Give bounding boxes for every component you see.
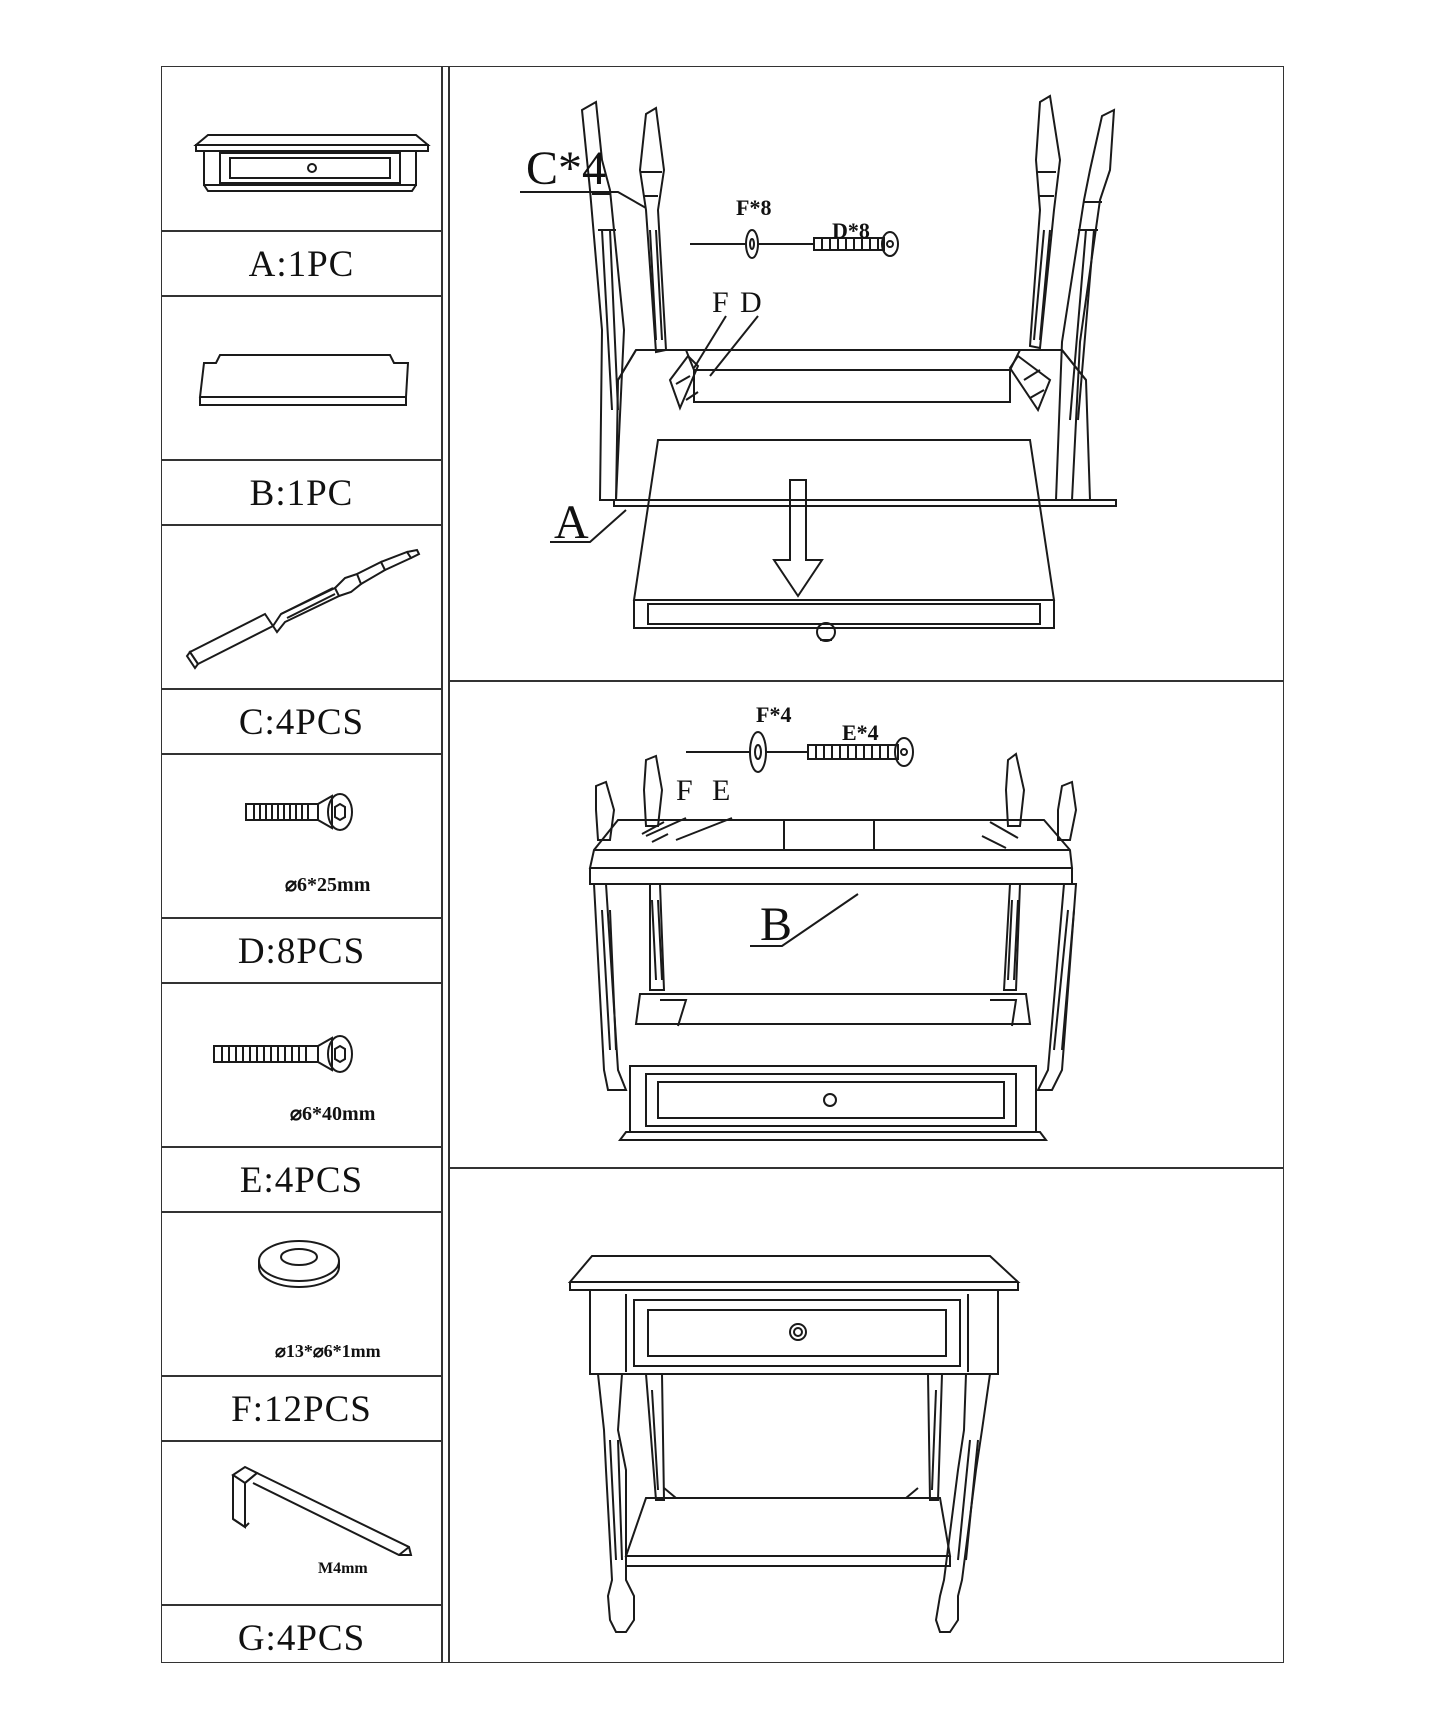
part-g-label: G:4PCS (237, 1617, 366, 1659)
washer-dimension: ⌀13*⌀6*1mm (275, 1341, 381, 1361)
leg-back-right (1030, 96, 1060, 348)
step-separator (449, 1167, 1284, 1169)
step2-diagram (450, 690, 1270, 1160)
washer-count-callout: F*4 (756, 702, 792, 727)
long-bolt-dimension: ⌀6*40mm (290, 1103, 376, 1125)
washer-count-callout: F*8 (736, 195, 772, 220)
drawer-box-callout: A (554, 496, 589, 549)
part-f-label: F:12PCS (231, 1388, 372, 1430)
step-separator (449, 680, 1284, 682)
bolt-count-callout: E*4 (842, 720, 879, 745)
allen-key-dimension: M4mm (318, 1560, 368, 1577)
finished-table-diagram (450, 1240, 1270, 1640)
legs-callout: C*4 (526, 142, 607, 195)
short-bolt-icon (240, 790, 370, 840)
washer-letter: F (676, 774, 693, 807)
part-e-label: E:4PCS (239, 1159, 364, 1201)
long-bolt-icon (210, 1030, 370, 1080)
short-bolt-dimension: ⌀6*25mm (285, 874, 371, 896)
part-c-label: C:4PCS (238, 701, 365, 743)
column-divider (441, 66, 443, 1663)
part-d-label: D:8PCS (237, 930, 366, 972)
leg-back-left (640, 108, 666, 352)
washer-letter: F (712, 286, 729, 319)
washer-icon (255, 1235, 345, 1295)
part-a-label: A:1PC (248, 243, 355, 285)
shelf-panel-icon (190, 345, 430, 425)
bolt-letter: E (712, 774, 731, 807)
bolt-count-callout: D*8 (832, 218, 870, 243)
leg-front-right (1056, 110, 1114, 500)
shelf-callout: B (760, 898, 793, 951)
drawer-box-icon (190, 125, 440, 205)
part-b-label: B:1PC (249, 472, 354, 514)
bolt-letter: D (740, 286, 762, 319)
turned-leg-icon (185, 540, 445, 680)
step1-diagram (450, 80, 1270, 670)
allen-key-icon (225, 1455, 425, 1565)
